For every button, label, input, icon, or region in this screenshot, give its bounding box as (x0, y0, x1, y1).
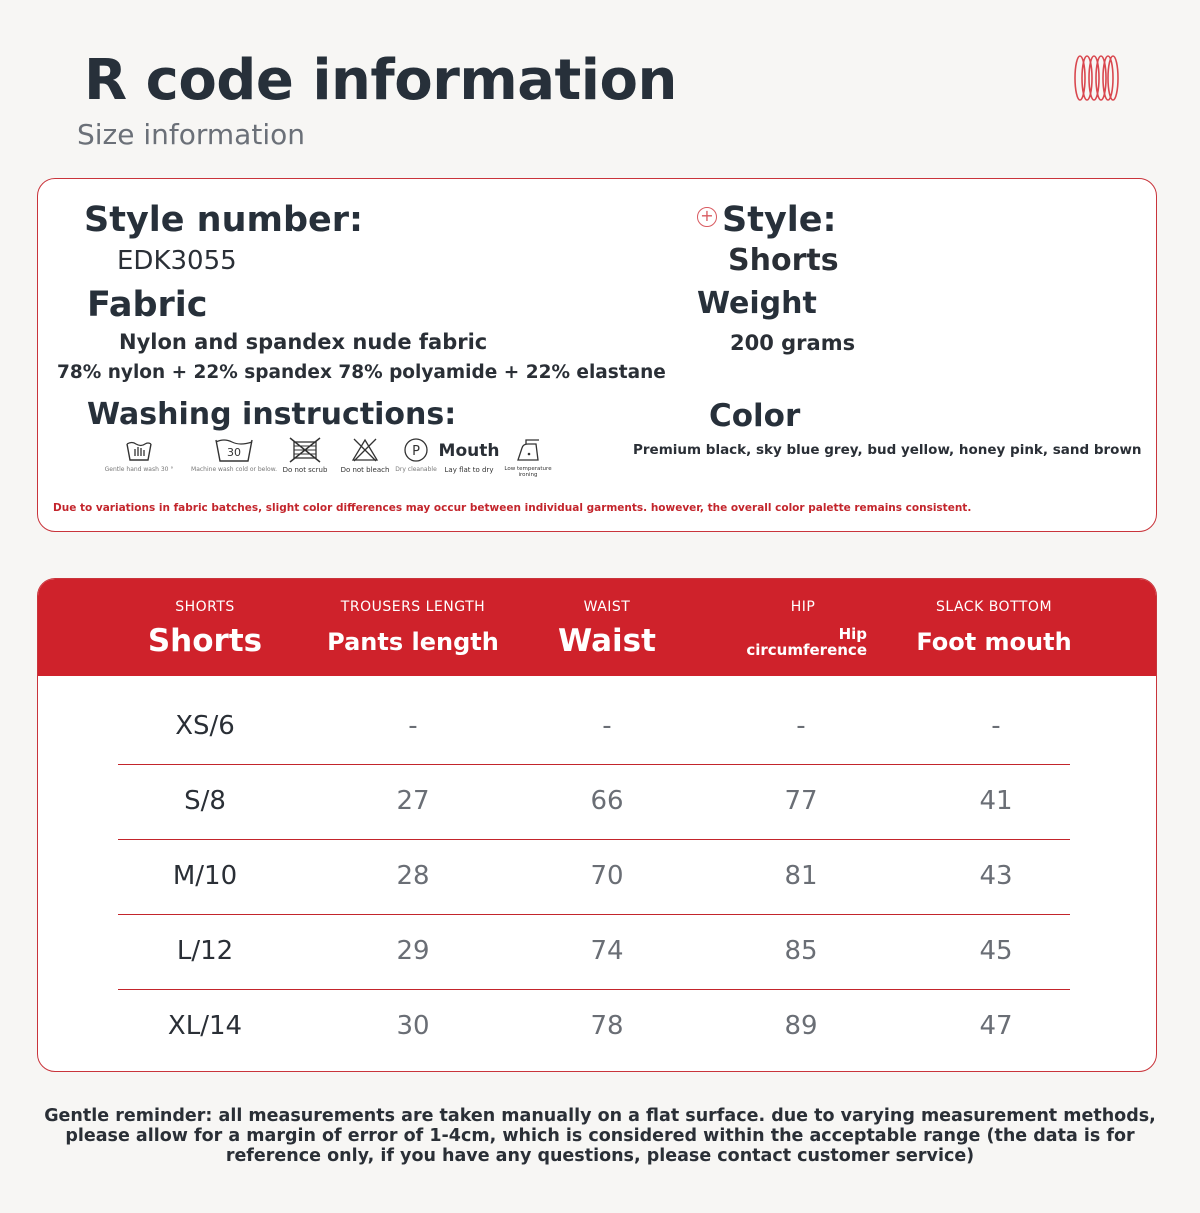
low-temp-iron-icon (513, 436, 543, 464)
wash-item (276, 436, 334, 474)
color-variation-notice: Due to variations in fabric batches, slight color differences may occur between individual garments. however, the overall color palette remains consistent. (53, 502, 972, 514)
column-header-title: Pants length (327, 628, 499, 656)
wash-caption: Low temperature ironing (504, 466, 552, 478)
color-label: Color (709, 398, 801, 434)
wash-caption: Do not scrub (282, 466, 328, 474)
size-table (37, 578, 1157, 1072)
measurement-cell: 89 (784, 1011, 818, 1041)
table-row (118, 689, 1070, 765)
size-label-cell: M/10 (172, 861, 238, 891)
measurement-reminder: Gentle reminder: all measurements are taken manually on a flat surface. due to varying measurement methods, please allow for a margin of error of 1-4cm, which is considered within the acceptable range (the data is for reference only, if you have any questions, please contact customer service) (44, 1106, 1156, 1166)
column-header-small: TROUSERS LENGTH (340, 599, 486, 615)
table-header (38, 579, 1156, 676)
size-label-cell: XS/6 (175, 711, 235, 741)
measurement-cell: 77 (784, 786, 818, 816)
column-header-small: HIP (790, 599, 816, 615)
wash-caption: Lay flat to dry (444, 466, 494, 474)
page-subtitle: Size information (77, 118, 305, 151)
column-header-small: WAIST (583, 599, 631, 615)
fabric-value: Nylon and spandex nude fabric (119, 330, 488, 354)
measurement-cell: 29 (396, 936, 430, 966)
style-label: Style: (722, 200, 837, 240)
style-number-value: EDK3055 (117, 246, 237, 276)
column-header-small: SHORTS (175, 599, 235, 615)
do-not-scrub-icon (286, 436, 324, 464)
machine-wash-30-icon (213, 436, 255, 464)
brand-logo-icon (1070, 52, 1122, 104)
wash-item (438, 436, 500, 474)
fabric-label: Fabric (87, 285, 208, 325)
measurement-cell: 47 (979, 1011, 1013, 1041)
dry-clean-icon (402, 436, 430, 464)
wash-item (340, 436, 390, 474)
column-header-foot-mouth (874, 579, 1114, 676)
weight-value: 200 grams (730, 331, 856, 355)
wash-caption: Machine wash cold or below. (191, 466, 277, 473)
measurement-cell: - (991, 711, 1001, 741)
style-value: Shorts (728, 243, 839, 278)
table-row (118, 914, 1070, 990)
measurement-cell: 66 (590, 786, 624, 816)
hand-wash-icon (124, 436, 154, 464)
column-header-title: Hip circumference (746, 625, 867, 659)
measurement-cell: 43 (979, 861, 1013, 891)
size-label-cell: S/8 (184, 786, 226, 816)
table-row (118, 839, 1070, 915)
measurement-cell: 27 (396, 786, 430, 816)
wash-caption: Dry cleanable (395, 466, 437, 473)
wash-item (504, 436, 552, 478)
measurement-cell: 74 (590, 936, 624, 966)
measurement-cell: - (796, 711, 806, 741)
lay-flat-dry-icon: Mouth (438, 441, 500, 461)
column-header-small: SLACK BOTTOM (935, 599, 1053, 615)
column-header-size (85, 579, 325, 676)
plus-icon: + (697, 207, 717, 227)
measurement-cell: 78 (590, 1011, 624, 1041)
measurement-cell: - (602, 711, 612, 741)
table-row (118, 764, 1070, 840)
table-row (118, 989, 1070, 1064)
do-not-bleach-icon (350, 436, 380, 464)
measurement-cell: 45 (979, 936, 1013, 966)
measurement-cell: 30 (396, 1011, 430, 1041)
measurement-cell: 70 (590, 861, 624, 891)
measurement-cell: 41 (979, 786, 1013, 816)
page-title: R code information (84, 48, 677, 113)
wash-caption: Do not bleach (340, 466, 390, 474)
column-header-title: Foot mouth (916, 628, 1072, 656)
measurement-cell: 28 (396, 861, 430, 891)
wash-item (191, 436, 277, 473)
measurement-cell: - (408, 711, 418, 741)
fabric-composition: 78% nylon + 22% spandex 78% polyamide + 22% elastane (57, 362, 666, 383)
wash-temp: 30 (227, 446, 241, 459)
washing-label: Washing instructions: (87, 397, 457, 432)
weight-label: Weight (697, 286, 817, 321)
size-label-cell: XL/14 (167, 1011, 243, 1041)
column-header-title: Waist (558, 623, 656, 659)
column-header-title: Shorts (147, 623, 263, 659)
wash-item (393, 436, 439, 473)
wash-item (104, 436, 174, 473)
color-options: Premium black, sky blue grey, bud yellow, honey pink, sand brown (633, 442, 1142, 458)
measurement-cell: 81 (784, 861, 818, 891)
size-label-cell: L/12 (176, 936, 234, 966)
dry-clean-letter: P (412, 444, 420, 459)
style-number-label: Style number: (84, 200, 364, 240)
wash-caption: Gentle hand wash 30 ° (104, 466, 174, 473)
measurement-cell: 85 (784, 936, 818, 966)
